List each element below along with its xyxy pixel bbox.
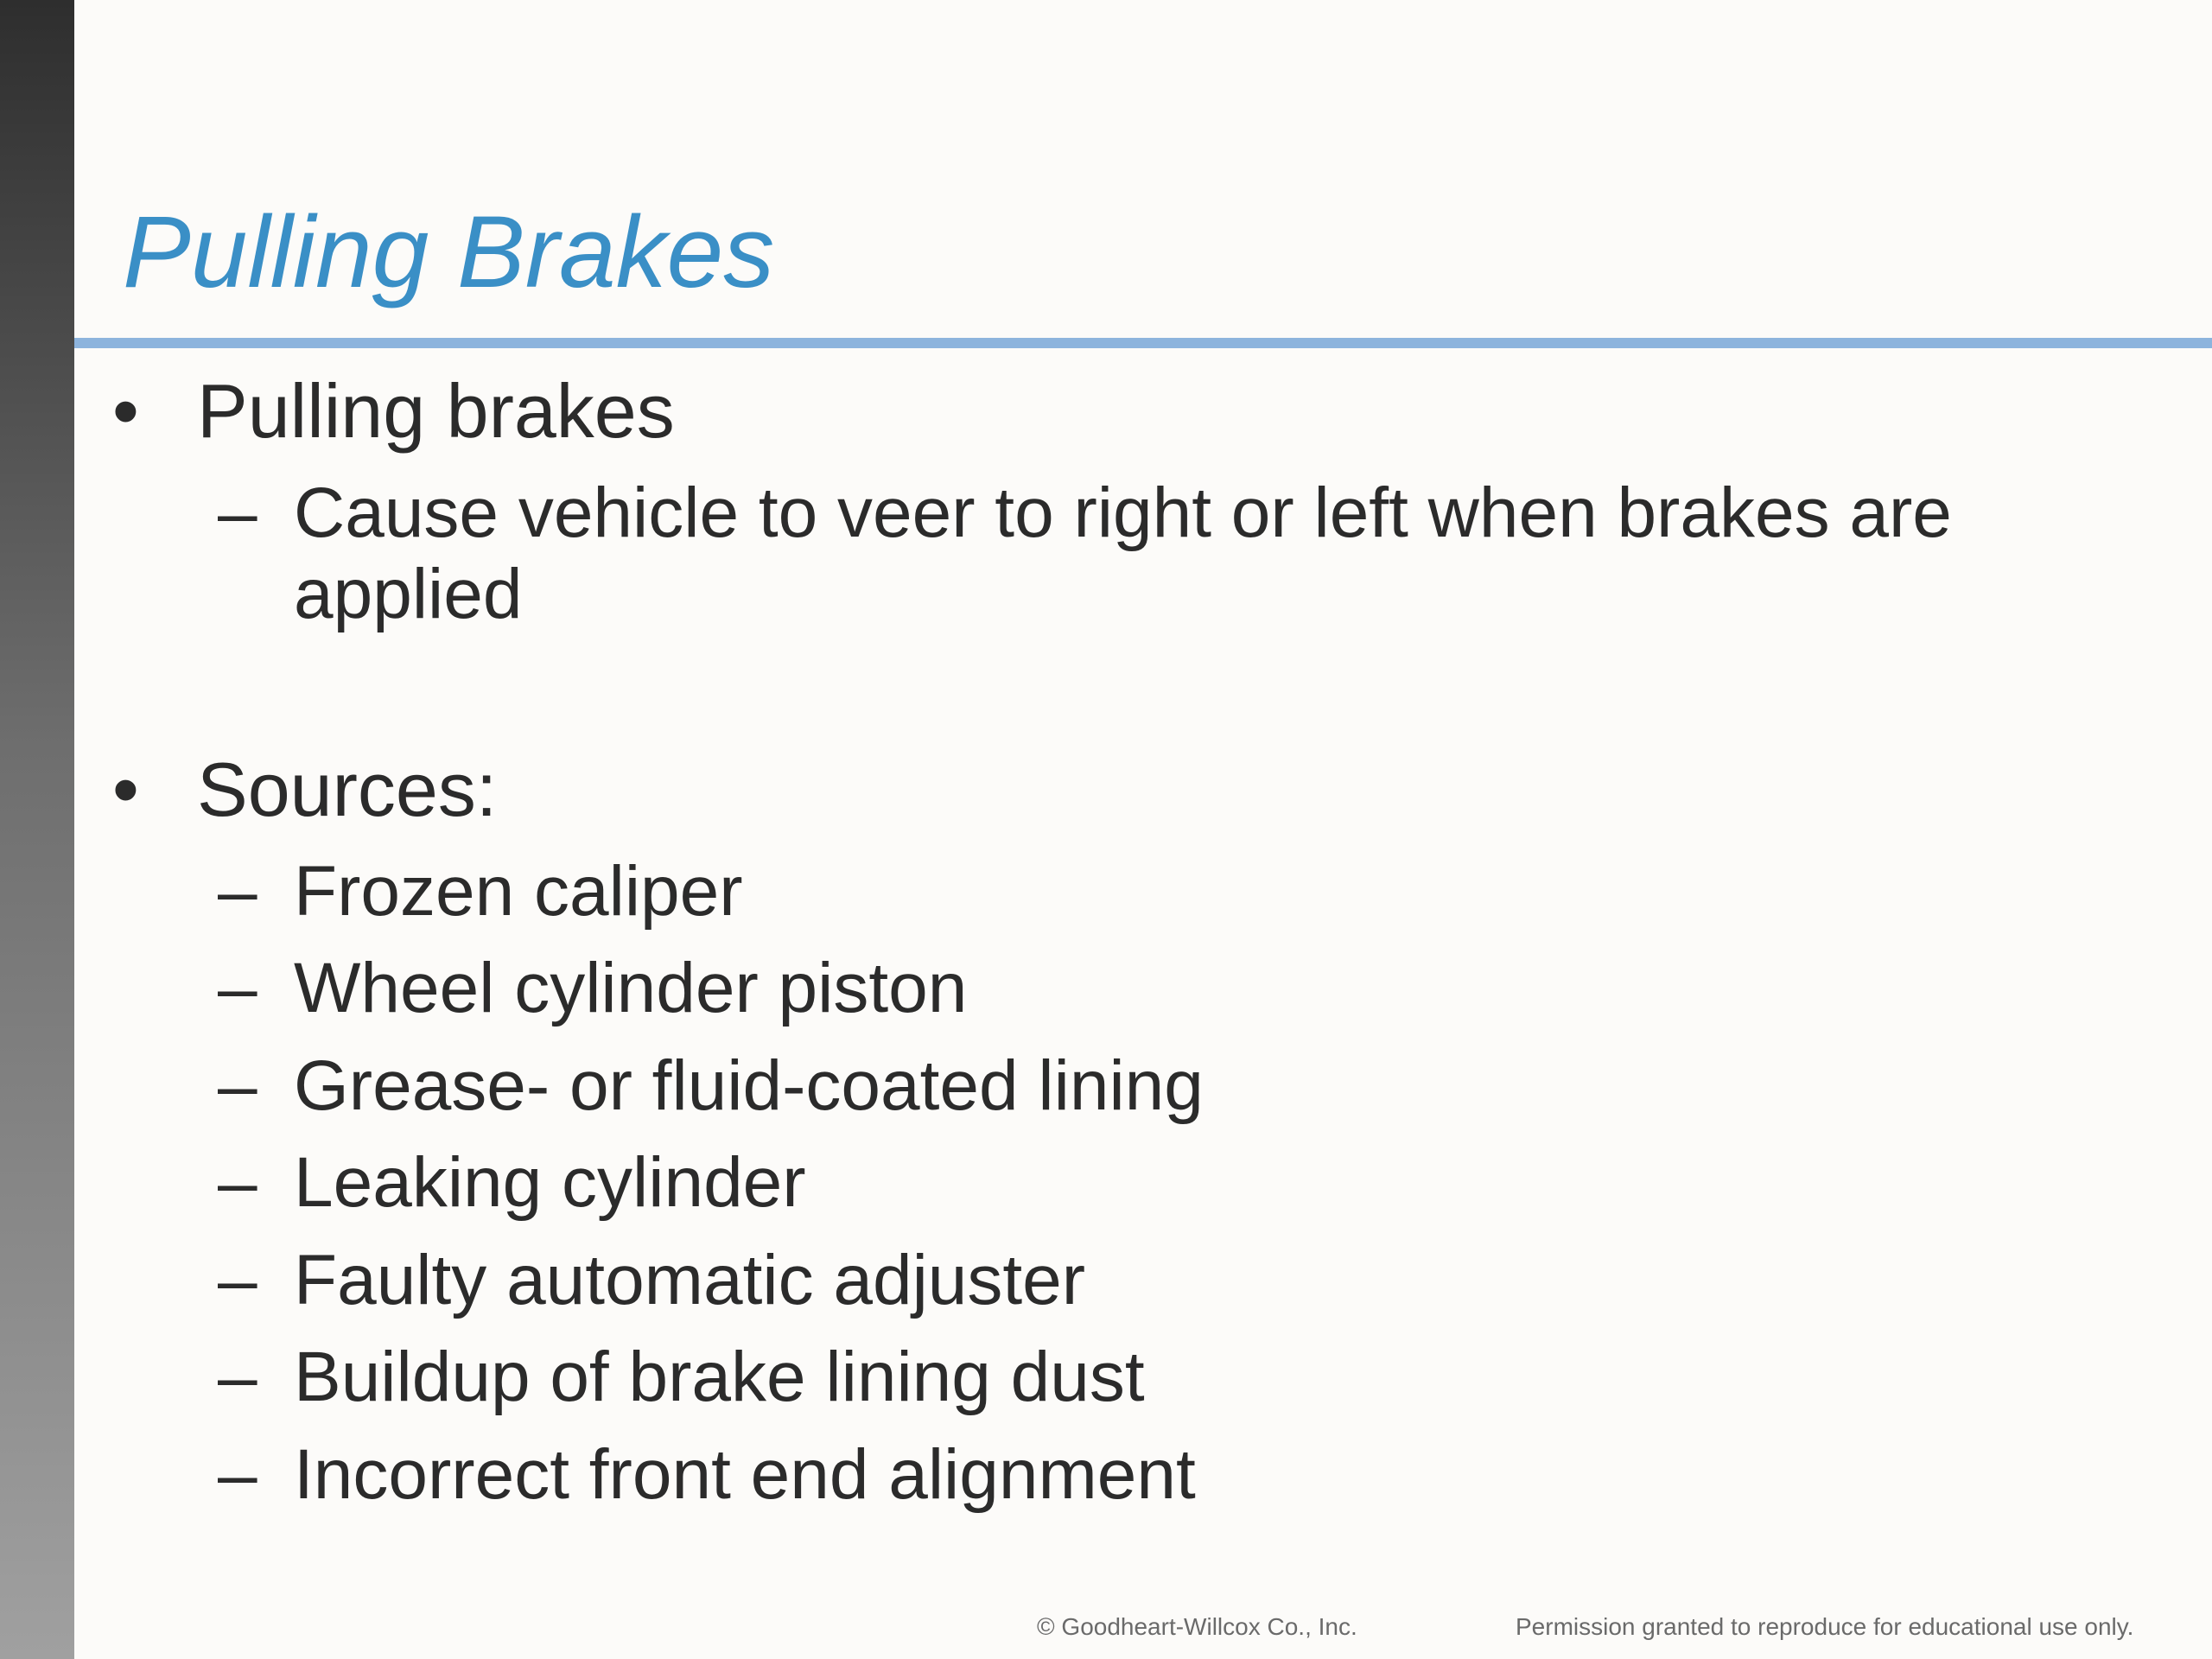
- footer-permission: Permission granted to reproduce for educational use only.: [1516, 1613, 2134, 1640]
- sub-bullet-item: [218, 1337, 2108, 1418]
- sub-bullet-item: [218, 1142, 2108, 1224]
- footer-copyright: © Goodheart-Willcox Co., Inc.: [1037, 1613, 1357, 1640]
- bullet-item: [112, 747, 498, 832]
- sub-bullet-text: Buildup of brake lining dust: [294, 1338, 1145, 1416]
- dash-symbol: –: [218, 1435, 257, 1514]
- sub-bullet-item: [218, 1046, 2108, 1127]
- sub-bullet-text: Wheel cylinder piston: [294, 949, 968, 1027]
- dash-symbol: –: [218, 1241, 257, 1319]
- sub-bullet-item: [218, 1240, 2108, 1321]
- bullet-text: Pulling brakes: [197, 368, 675, 454]
- dash-symbol: –: [218, 949, 257, 1027]
- dash-symbol: –: [218, 474, 257, 552]
- bullet-symbol: •: [112, 368, 139, 454]
- sub-bullet-text: Grease- or fluid-coated lining: [294, 1046, 1204, 1125]
- sub-bullet-text: Leaking cylinder: [294, 1143, 806, 1222]
- sub-bullet-item: [218, 948, 2108, 1029]
- bullet-symbol: •: [112, 747, 139, 832]
- sub-bullet-item: [218, 473, 2108, 635]
- sub-bullet-text: Incorrect front end alignment: [294, 1435, 1196, 1514]
- sub-bullet-item: [218, 1434, 2108, 1516]
- sub-bullet-text: Faulty automatic adjuster: [294, 1241, 1086, 1319]
- bullet-item: [112, 368, 675, 454]
- sub-bullet-item: [218, 851, 2108, 932]
- dash-symbol: –: [218, 1046, 257, 1125]
- sub-bullet-text: Frozen caliper: [294, 852, 743, 931]
- slide-title: Pulling Brakes: [123, 195, 775, 309]
- bullet-text: Sources:: [197, 747, 498, 832]
- dash-symbol: –: [218, 1143, 257, 1222]
- dash-symbol: –: [218, 852, 257, 931]
- sub-bullet-text: Cause vehicle to veer to right or left when brakes are applied: [294, 474, 1952, 633]
- dash-symbol: –: [218, 1338, 257, 1416]
